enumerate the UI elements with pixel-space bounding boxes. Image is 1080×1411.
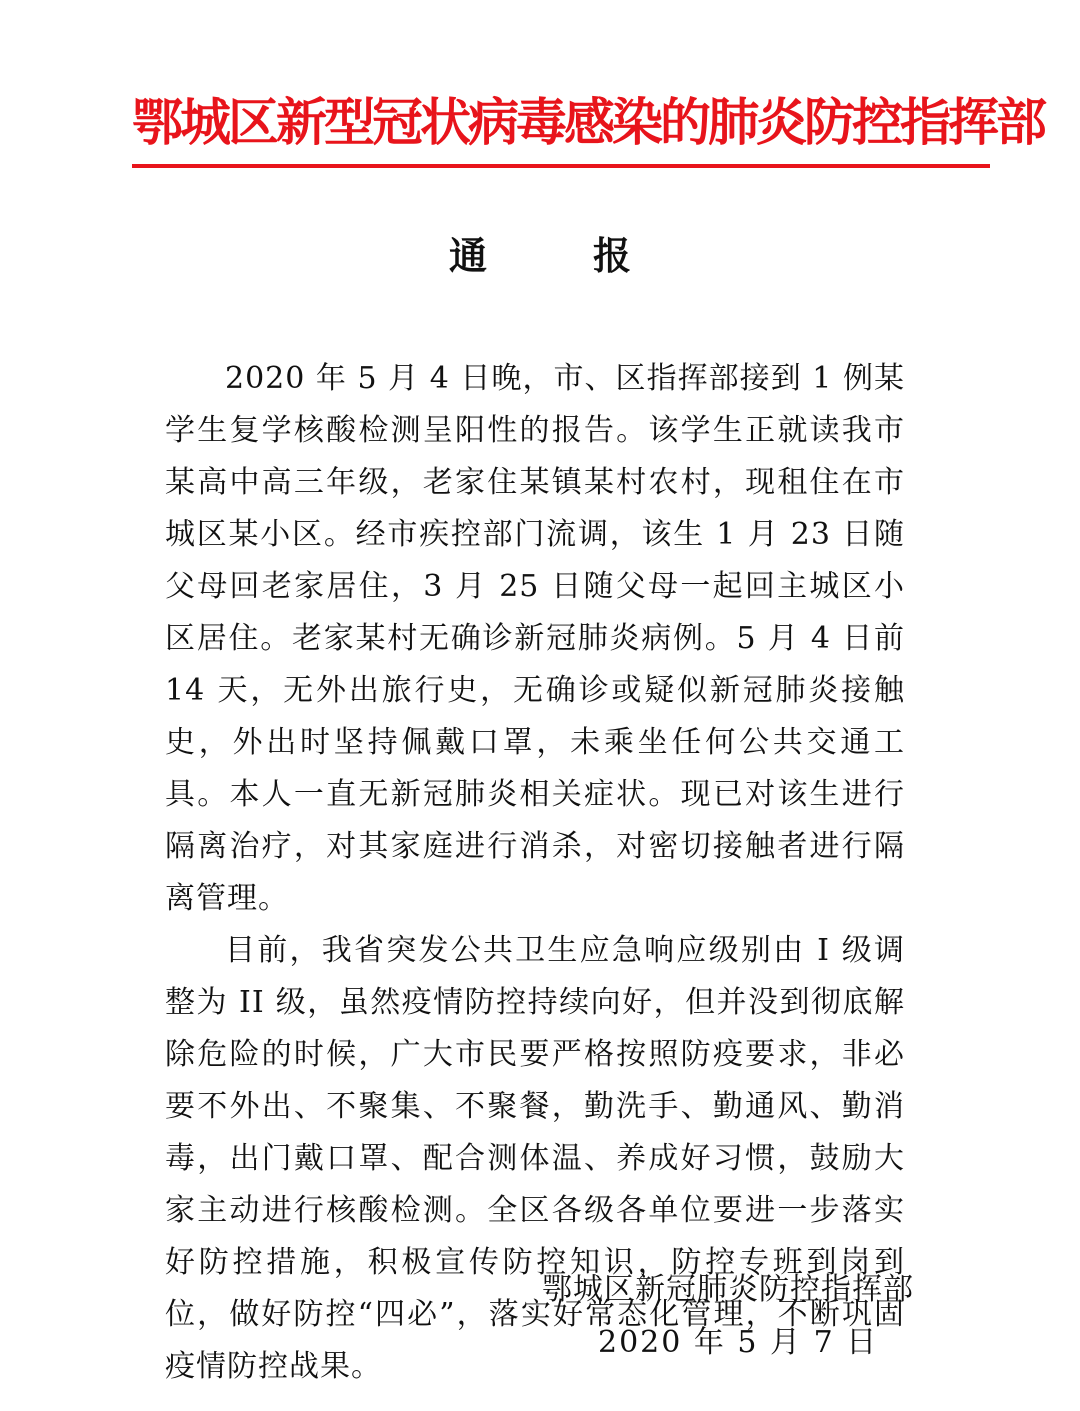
letterhead-red-rule	[132, 164, 990, 168]
document-title-char-1: 通	[448, 234, 487, 278]
document-title-char-2: 报	[593, 234, 632, 278]
paragraph-2: 目前，我省突发公共卫生应急响应级别由 I 级调整为 II 级，虽然疫情防控持续向好，但并没到彻底解除危险的时候，广大市民要严格按照防疫要求，非必要不外出、不聚集、不聚餐，勤洗手、勤通风、勤消毒，出门戴口罩、配合测体温、养成好习惯，鼓励大家主动进行核酸检测。全区各级各单位要进一步落实好防控措施，积极宣传防控知识，防控专班到岗到位，做好防控“四必”，落实好常态化管理，不断巩固疫情防控战果。	[165, 933, 905, 1384]
document-title	[0, 226, 1080, 286]
paragraph-1: 2020 年 5 月 4 日晚，市、区指挥部接到 1 例某学生复学核酸检测呈阳性的报告。该学生正就读我市某高中高三年级，老家住某镇某村农村，现租住在市城区某小区。经市疾控部门流调，该生 1 月 23 日随父母回老家居住，3 月 25 日随父母一起回主城区小区居住。老家某村无确诊新冠肺炎病例。5 月 4 日前 14 天，无外出旅行史，无确诊或疑似新冠肺炎接触史，外出时坚持佩戴口罩，未乘坐任何公共交通工具。本人一直无新冠肺炎相关症状。现已对该生进行隔离治疗，对其家庭进行消杀，对密切接触者进行隔离管理。	[165, 361, 905, 916]
letterhead-title: 鄂城区新型冠状病毒感染的肺炎防控指挥部	[132, 93, 1045, 153]
signature-organization: 鄂城区新冠肺炎防控指挥部	[542, 1272, 914, 1307]
document-body	[165, 353, 905, 1393]
signature-date: 2020 年 5 月 7 日	[598, 1325, 879, 1360]
